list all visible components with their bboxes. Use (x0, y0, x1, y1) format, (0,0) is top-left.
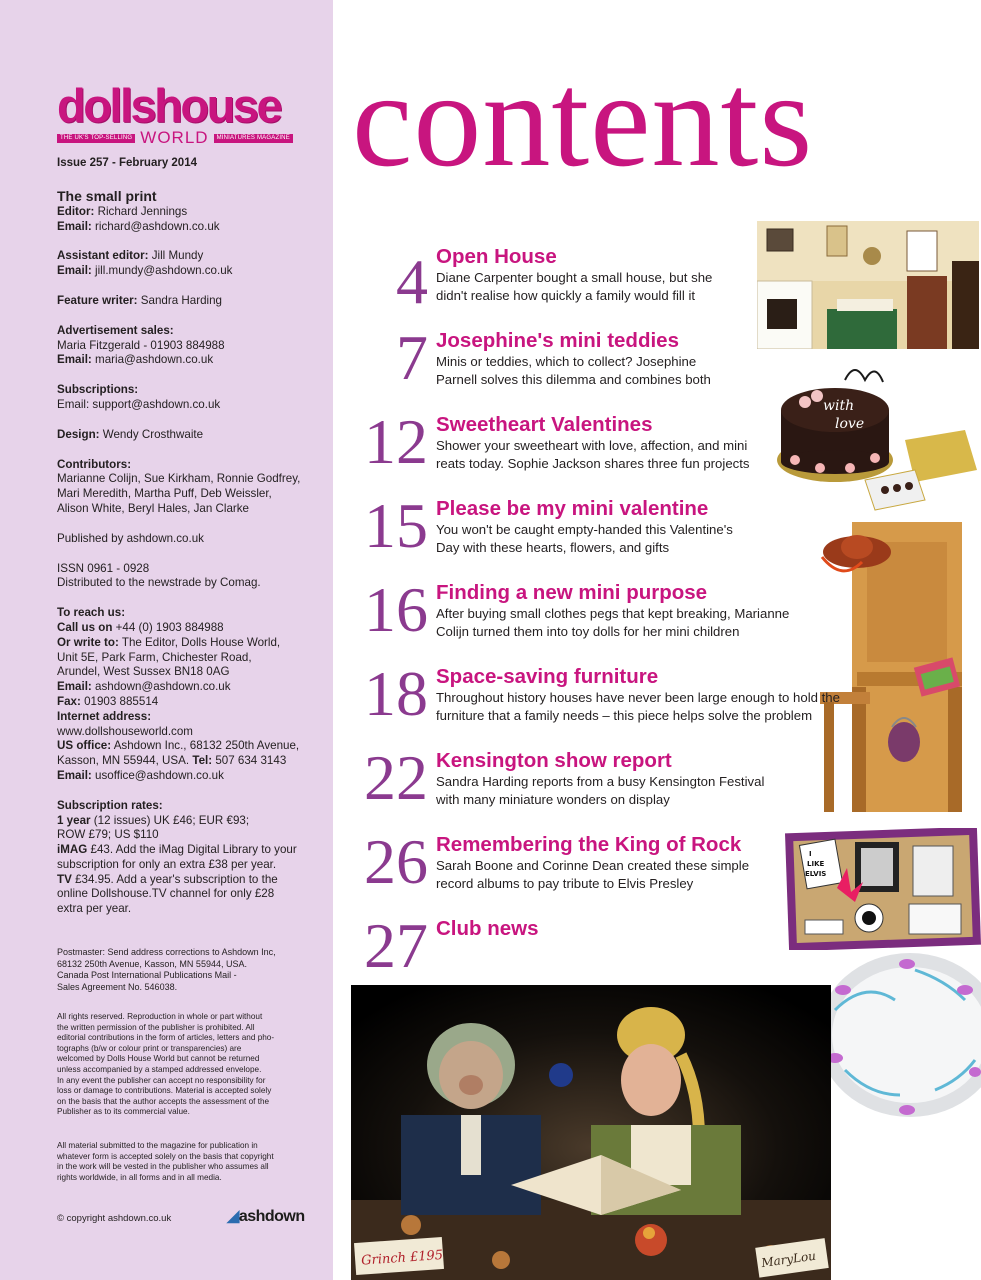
subscriptions-label: Subscriptions: (57, 383, 139, 397)
notice-line: tographs (b/w or colour print or transparencies) are (57, 1043, 242, 1053)
us-office-address: Ashdown Inc., 68132 250th Avenue, (113, 739, 300, 753)
assistant-editor-name: Jill Mundy (151, 249, 204, 263)
entry-description: reats today. Sophie Jackson shares three fun projects (436, 456, 750, 471)
editor-email-label: Email: (57, 219, 92, 233)
internet-label: Internet address: (57, 709, 152, 723)
issue-number: Issue 257 - February 2014 (57, 157, 197, 169)
board-note: I (809, 850, 812, 858)
editor-email: richard@ashdown.co.uk (95, 219, 220, 233)
editor-name: Richard Jennings (97, 204, 188, 218)
ashdown-logo-text: ashdown (238, 1208, 305, 1225)
reach-email: ashdown@ashdown.co.uk (95, 680, 231, 694)
page-number: 26 (364, 826, 428, 897)
price-tag: Grinch £195 (360, 1247, 444, 1269)
notice-line: Canada Post International Publications Mail - (57, 970, 237, 981)
website-url: www.dollshouseworld.com (57, 724, 193, 738)
publisher-line: Published by ashdown.co.uk (57, 531, 204, 545)
us-tel-number: 507 634 3143 (215, 754, 287, 768)
contributors-line: Mari Meredith, Martha Puff, Deb Weissler, (57, 487, 272, 501)
notice-line: 68132 250th Avenue, Kasson, MN 55944, USA. (57, 958, 247, 969)
rate-year-text: (12 issues) UK £46; EUR €93; (93, 813, 250, 827)
notice-line: editorial contributions in the form of articles, letters and pho- (57, 1033, 275, 1043)
rate-tv-label: TV (57, 872, 72, 886)
entry-description: Minis or teddies, which to collect? Josephine (436, 354, 697, 369)
entry-description: didn't realise how quickly a family would fill it (436, 288, 696, 303)
rate-year-label: 1 year (57, 813, 91, 827)
entry-title[interactable]: Club news (436, 917, 539, 940)
entry-description: record albums to pay tribute to Elvis Presley (436, 876, 694, 891)
notice-line: loss or damage to contributions. Material is accepted solely (57, 1086, 272, 1096)
entry-title[interactable]: Sweetheart Valentines (436, 413, 653, 436)
entry-title[interactable]: Kensington show report (436, 749, 672, 772)
feature-writer-name: Sandra Harding (140, 293, 222, 307)
page-number: 12 (364, 406, 428, 477)
page-number: 22 (364, 742, 428, 813)
page-number: 15 (364, 490, 428, 561)
cake-inscription: with (823, 398, 855, 414)
notice-line: in the work will be vested in the publisher who assumes all (57, 1162, 269, 1172)
write-to-label: Or write to: (57, 635, 119, 649)
ashdown-logo (227, 1206, 305, 1226)
name-tag: MaryLou (760, 1248, 817, 1271)
notice-line: In any event the publisher can accept no responsibility for (57, 1075, 266, 1085)
space-saving-chair-photo (812, 512, 981, 814)
notice-line: unless accompanied by a stamped addressed envelope. (57, 1064, 262, 1074)
us-office-label: US office: (57, 739, 112, 753)
logo-subline (57, 128, 307, 147)
page-number: 7 (396, 322, 428, 393)
page-number: 4 (396, 246, 428, 317)
rate-tv-text: extra per year. (57, 902, 132, 916)
dollshouse-world-logo (57, 79, 307, 147)
call-us-number: +44 (0) 1903 884988 (115, 620, 224, 634)
page-number: 18 (364, 658, 428, 729)
logo-world: WORLD (140, 128, 209, 147)
assistant-editor-label: Assistant editor: (57, 249, 149, 263)
entry-title[interactable]: Open House (436, 245, 557, 268)
page-title: contents (352, 45, 814, 195)
entry-title[interactable]: Josephine's mini teddies (436, 329, 679, 352)
page-number: 27 (364, 910, 428, 981)
cake-inscription: love (835, 416, 865, 432)
designer-name: Wendy Crosthwaite (102, 427, 204, 441)
rate-imag-text: £43. Add the iMag Digital Library to your (90, 843, 297, 857)
fax-number: 01903 885514 (84, 694, 159, 708)
entry-description: Day with these hearts, flowers, and gifts (436, 540, 670, 555)
notice-line: All material submitted to the magazine for publication in (57, 1141, 258, 1150)
logo-wordmark: dollshouse (57, 79, 281, 132)
call-us-label: Call us on (57, 620, 113, 634)
notice-line: the written permission of the publisher is prohibited. All (57, 1022, 255, 1032)
entry-description: Colijn turned them into toy dolls for her mini children (436, 624, 740, 639)
design-label: Design: (57, 427, 100, 441)
distribution-note: Distributed to the newstrade by Comag. (57, 576, 261, 590)
write-to-address: The Editor, Dolls House World, (121, 635, 281, 649)
material-notice (57, 1141, 322, 1183)
entry-description: You won't be caught empty-handed this Valentine's (436, 522, 733, 537)
ad-sales-contact: Maria Fitzgerald - 01903 884988 (57, 338, 225, 352)
board-note: ELVIS (805, 870, 827, 878)
page-number: 16 (364, 574, 428, 645)
entry-description: Throughout history houses have never been large enough to hold the (436, 690, 840, 705)
subscription-rates-label: Subscription rates: (57, 798, 163, 812)
logo-tagline-left: THE UK'S TOP-SELLING (57, 134, 135, 143)
rate-year-text: ROW £79; US $110 (57, 828, 159, 842)
notice-line: Publisher as to its commercial value. (57, 1107, 190, 1117)
notice-line: rights worldwide, in all forms and in all media. (57, 1172, 222, 1182)
notice-line: whatever form is accepted solely on the basis that copyright (57, 1151, 274, 1161)
us-email: usoffice@ashdown.co.uk (95, 768, 224, 782)
reach-us-label: To reach us: (57, 606, 126, 620)
issn: ISSN 0961 - 0928 (57, 561, 150, 575)
entry-title[interactable]: Finding a new mini purpose (436, 581, 708, 604)
assistant-email: jill.mundy@ashdown.co.uk (95, 264, 233, 278)
entry-title[interactable]: Remembering the King of Rock (436, 833, 742, 856)
notice-line: welcomed by Dolls House World but cannot be returned (57, 1054, 260, 1064)
entry-description: Sarah Boone and Corinne Dean created these simple (436, 858, 750, 873)
postmaster-notice (57, 947, 322, 993)
write-to-address: Unit 5E, Park Farm, Chichester Road, (57, 650, 252, 664)
entry-title[interactable]: Space-saving furniture (436, 665, 659, 688)
rate-tv-text: £34.95. Add a year's subscription to the (75, 872, 278, 886)
rate-imag-label: iMAG (57, 843, 88, 857)
notice-line: Sales Agreement No. 546038. (57, 981, 178, 992)
ad-sales-email-label: Email: (57, 353, 92, 367)
entry-description: Diane Carpenter bought a small house, but she (436, 270, 713, 285)
write-to-address: Arundel, West Sussex BN18 0AG (57, 665, 230, 679)
us-email-label: Email: (57, 768, 92, 782)
small-print-heading: The small print (57, 188, 157, 204)
masthead-sidebar (0, 0, 333, 1280)
contributors-line: Marianne Colijn, Sue Kirkham, Ronnie Godfrey, (57, 472, 301, 486)
us-office-address: Kasson, MN 55944, USA. (57, 754, 190, 768)
notice-line: All rights reserved. Reproduction in whole or part without (57, 1012, 263, 1021)
entry-description: After buying small clothes pegs that kept breaking, Marianne (436, 606, 790, 621)
small-print (57, 189, 327, 932)
entry-description: Shower your sweetheart with love, affection, and mini (436, 438, 748, 453)
reach-email-label: Email: (57, 680, 92, 694)
elvis-board-photo (785, 828, 981, 950)
entry-title[interactable]: Please be my mini valentine (436, 497, 709, 520)
ad-sales-label: Advertisement sales: (57, 323, 174, 337)
entry-description: Sandra Harding reports from a busy Kensington Festival (436, 774, 765, 789)
us-tel-label: Tel: (192, 754, 213, 768)
open-house-photo (757, 221, 979, 349)
entry-description: Parnell solves this dilemma and combines both (436, 372, 711, 387)
subscriptions-email: Email: support@ashdown.co.uk (57, 397, 221, 411)
board-note: LIKE (807, 860, 825, 868)
entry-description: furniture that a family needs – this piece helps solve the problem (436, 708, 813, 723)
valentine-cake-photo (765, 350, 981, 512)
assistant-email-label: Email: (57, 264, 92, 278)
ad-sales-email: maria@ashdown.co.uk (95, 353, 214, 367)
editor-label: Editor: (57, 204, 95, 218)
fax-label: Fax: (57, 694, 81, 708)
notice-line: Postmaster: Send address corrections to Ashdown Inc, (57, 947, 276, 957)
copyright-notice: © copyright ashdown.co.uk (57, 1213, 172, 1224)
contributors-line: Alison White, Beryl Hales, Jan Clarke (57, 501, 250, 515)
decorated-plate-photo (815, 950, 981, 1130)
ashdown-swoosh-icon: ◢ (227, 1208, 239, 1225)
entry-description: with many miniature wonders on display (436, 792, 670, 807)
rate-tv-text: online Dollshouse.TV channel for only £28 (57, 887, 275, 901)
rights-notice (57, 1012, 322, 1118)
notice-line: on the basis that the author accepts the assessment of the (57, 1096, 270, 1106)
grinch-dolls-photo (351, 985, 831, 1280)
logo-tagline-right: MINIATURES MAGAZINE (214, 134, 293, 143)
contributors-label: Contributors: (57, 457, 132, 471)
rate-imag-text: subscription for only an extra £38 per year. (57, 857, 277, 871)
feature-writer-label: Feature writer: (57, 293, 138, 307)
